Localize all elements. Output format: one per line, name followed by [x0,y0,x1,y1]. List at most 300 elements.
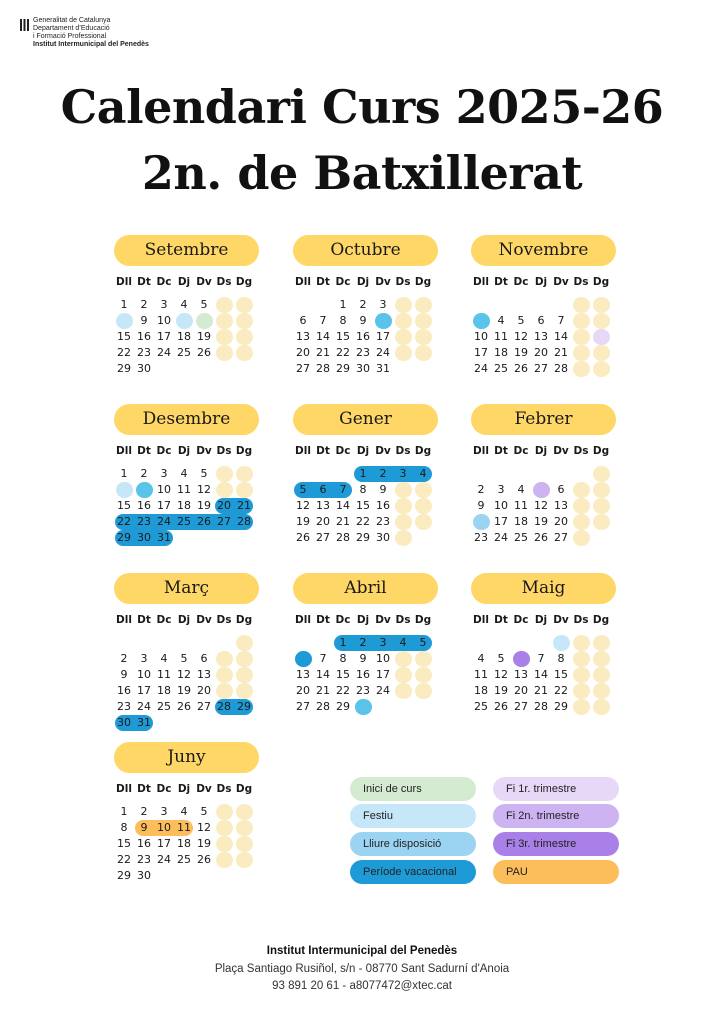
day-cell: 22 [554,684,568,697]
day-highlight [395,530,412,546]
day-highlight [593,345,610,361]
weekday-label: Ds [395,445,411,457]
week-row [114,297,254,313]
day-cell: 3 [379,298,387,311]
day-cell: 29 [237,700,251,713]
month-title: Novembre [471,235,616,266]
day-cell: 7 [339,483,347,496]
day-cell: 18 [494,346,508,359]
day-highlight [216,313,233,329]
day-highlight [216,345,233,361]
day-cell: 16 [137,837,151,850]
day-highlight [375,313,392,329]
day-cell: 23 [137,853,151,866]
weekday-label: Dll [473,445,489,457]
day-cell: 14 [316,330,330,343]
legend-inici: Inici de curs [350,777,476,801]
week-row [114,820,254,836]
week-row [293,530,433,546]
day-cell: 4 [180,298,188,311]
weekday-label: Ds [573,445,589,457]
day-cell [234,635,254,651]
day-highlight [236,635,253,651]
day-highlight [593,313,610,329]
day-cell: 27 [514,700,528,713]
day-cell: 9 [477,499,485,512]
day-cell: 4 [180,805,188,818]
empty-cell [491,297,511,313]
week-row [293,498,433,514]
empty-cell [234,361,254,377]
empty-cell [511,297,531,313]
day-cell: 11 [177,821,191,834]
day-cell: 5 [200,298,208,311]
day-highlight [513,651,530,667]
month-title: Abril [293,573,438,604]
empty-cell [491,466,511,482]
day-cell: 13 [296,668,310,681]
day-cell [114,313,134,329]
week-row [114,466,254,482]
day-cell: 9 [120,668,128,681]
day-cell: 26 [296,531,310,544]
day-cell [234,313,254,329]
day-cell: 20 [514,684,528,697]
empty-cell [174,868,194,884]
weekday-label: Dg [592,445,610,457]
week-row [471,345,611,361]
day-cell: 21 [316,684,330,697]
empty-cell [194,635,214,651]
day-highlight [415,482,432,498]
day-cell: 16 [356,668,370,681]
day-highlight [116,313,133,329]
day-cell [393,651,413,667]
page-subtitle: 2n. de Batxillerat [141,146,583,200]
day-cell: 29 [336,362,350,375]
weekday-header [471,274,611,290]
week-row [293,297,433,313]
day-cell: 29 [554,700,568,713]
day-cell [234,482,254,498]
week-row [114,651,254,667]
day-highlight [236,329,253,345]
day-highlight [415,313,432,329]
weekday-label: Dv [196,614,212,626]
empty-cell [154,361,174,377]
weekday-label: Dll [116,614,132,626]
weekday-label: Dll [116,276,132,288]
day-cell [591,514,611,530]
weekday-label: Dv [553,445,569,457]
day-cell: 26 [197,515,211,528]
empty-cell [413,530,433,546]
day-cell: 28 [217,700,231,713]
day-cell: 18 [177,330,191,343]
day-highlight [573,345,590,361]
day-cell: 11 [514,499,528,512]
day-cell [234,345,254,361]
day-cell [214,329,234,345]
day-cell [393,530,413,546]
day-cell: 27 [554,531,568,544]
month-grid [114,443,254,546]
day-cell: 11 [474,668,488,681]
month-title: Març [114,573,259,604]
day-highlight [216,466,233,482]
weekday-header [293,612,433,628]
footer-address: Plaça Santiago Rusiñol, s/n - 08770 Sant Sadurní d'Anoia [214,963,510,975]
day-cell [571,635,591,651]
month-grid [471,612,611,715]
weekday-label: Dj [534,614,548,626]
weekday-label: Dt [494,445,508,457]
day-cell [234,852,254,868]
legend-lliure: Lliure disposició [350,832,476,856]
day-cell: 6 [299,314,307,327]
day-cell [413,329,433,345]
weekday-label: Dll [116,445,132,457]
day-cell [214,466,234,482]
day-cell [413,667,433,683]
week-row [471,683,611,699]
day-highlight [395,482,412,498]
day-cell [214,313,234,329]
day-cell: 20 [316,515,330,528]
month-grid [293,443,433,546]
day-cell: 19 [197,499,211,512]
day-cell: 27 [296,362,310,375]
weekday-label: Dv [375,276,391,288]
day-highlight [573,683,590,699]
day-cell: 7 [319,314,327,327]
legend-festiu: Festiu [350,804,476,828]
day-cell: 30 [356,362,370,375]
day-cell: 26 [197,853,211,866]
day-highlight [395,498,412,514]
day-cell: 3 [379,636,387,649]
day-highlight [415,651,432,667]
day-cell [413,313,433,329]
day-cell [393,498,413,514]
weekday-label: Dj [177,276,191,288]
day-highlight [593,683,610,699]
month-grid [114,612,254,731]
empty-cell [491,635,511,651]
day-cell: 18 [177,499,191,512]
weekday-label: Ds [573,614,589,626]
day-cell: 19 [296,515,310,528]
day-cell [234,329,254,345]
day-cell: 24 [474,362,488,375]
empty-cell [333,466,353,482]
day-highlight [216,683,233,699]
empty-cell [413,361,433,377]
month-abril [293,573,438,715]
day-cell [591,466,611,482]
weekday-label: Dc [513,614,529,626]
weekday-label: Dll [116,783,132,795]
day-cell [234,466,254,482]
week-row [114,482,254,498]
week-row [293,466,433,482]
weekday-label: Ds [216,614,232,626]
week-row [114,804,254,820]
day-cell: 2 [379,467,387,480]
weekday-label: Dll [473,614,489,626]
day-cell: 19 [177,684,191,697]
legend-vacances: Període vacacional [350,860,476,884]
week-row [114,699,254,715]
month-title: Desembre [114,404,259,435]
empty-cell [194,715,214,731]
day-cell: 12 [514,330,528,343]
day-cell [591,699,611,715]
org-name [33,17,149,49]
month-title: Febrer [471,404,616,435]
empty-cell [154,868,174,884]
day-cell: 25 [157,700,171,713]
empty-cell [551,297,571,313]
week-row [114,361,254,377]
day-cell: 3 [399,467,407,480]
day-cell: 21 [316,346,330,359]
empty-cell [114,635,134,651]
day-cell [571,514,591,530]
weekday-label: Dv [196,783,212,795]
day-cell: 7 [319,652,327,665]
day-cell: 27 [316,531,330,544]
empty-cell [214,361,234,377]
empty-cell [373,699,393,715]
day-cell: 9 [140,314,148,327]
day-cell: 18 [514,515,528,528]
day-cell: 31 [376,362,390,375]
day-highlight [395,313,412,329]
day-cell: 16 [376,499,390,512]
day-highlight [593,297,610,313]
day-cell: 19 [197,837,211,850]
day-cell [591,329,611,345]
day-cell: 15 [336,668,350,681]
footer-school-name: Institut Intermunicipal del Penedès [266,945,458,957]
day-cell: 4 [160,652,168,665]
day-cell: 12 [494,668,508,681]
day-cell: 17 [157,499,171,512]
weekday-label: Dc [156,276,172,288]
day-cell: 10 [376,652,390,665]
day-cell [413,498,433,514]
day-highlight [573,699,590,715]
empty-cell [591,530,611,546]
day-cell: 21 [554,346,568,359]
day-cell [214,836,234,852]
weekday-label: Dv [375,445,391,457]
day-highlight [415,329,432,345]
empty-cell [194,361,214,377]
generalitat-logo [20,17,149,49]
day-highlight [415,345,432,361]
day-cell: 16 [137,330,151,343]
day-cell [393,482,413,498]
weekday-label: Ds [216,783,232,795]
day-cell [413,482,433,498]
day-cell: 27 [534,362,548,375]
org-line-2: Departament d’Educació [33,25,110,32]
day-cell: 17 [157,330,171,343]
weekday-label: Dt [494,276,508,288]
day-cell: 14 [336,499,350,512]
day-highlight [395,667,412,683]
day-cell: 9 [359,314,367,327]
week-row [471,482,611,498]
day-cell: 24 [494,531,508,544]
month-setembre [114,235,259,377]
day-cell [591,635,611,651]
day-cell: 15 [117,330,131,343]
week-row [293,651,433,667]
day-cell [234,667,254,683]
day-cell [571,361,591,377]
weekday-label: Dll [473,276,489,288]
day-highlight [593,514,610,530]
weekday-label: Dg [235,445,253,457]
weekday-label: Dc [156,614,172,626]
day-highlight [395,683,412,699]
day-cell: 5 [200,467,208,480]
day-cell [571,482,591,498]
weekday-label: Dt [316,445,330,457]
empty-cell [234,530,254,546]
day-cell [413,651,433,667]
day-highlight [216,297,233,313]
week-row [471,297,611,313]
org-line-3: i Formació Professional [33,33,107,40]
day-cell: 21 [534,684,548,697]
day-cell: 17 [137,684,151,697]
org-line-4: Institut Intermunicipal del Penedès [33,41,149,48]
day-cell: 22 [336,684,350,697]
day-cell: 17 [376,330,390,343]
month-grid [293,612,433,715]
day-cell: 26 [197,346,211,359]
day-highlight [236,651,253,667]
day-cell: 30 [137,869,151,882]
empty-cell [313,466,333,482]
day-cell: 28 [316,362,330,375]
empty-cell [551,466,571,482]
day-cell: 6 [200,652,208,665]
day-highlight [395,329,412,345]
day-cell: 12 [534,499,548,512]
day-cell: 28 [534,700,548,713]
day-cell: 10 [157,483,171,496]
day-cell [214,482,234,498]
day-cell: 7 [537,652,545,665]
weekday-label: Dj [356,445,370,457]
day-cell [471,514,491,530]
day-cell: 10 [157,314,171,327]
day-cell: 24 [376,346,390,359]
day-cell: 10 [157,821,171,834]
week-row [471,651,611,667]
day-highlight [176,313,193,329]
month-grid [114,781,254,884]
week-row [114,514,254,530]
day-cell [214,651,234,667]
day-cell: 20 [217,499,231,512]
day-cell: 4 [419,467,427,480]
day-cell [393,683,413,699]
month-grid [114,274,254,377]
day-cell: 1 [120,467,128,480]
weekday-label: Dc [513,445,529,457]
empty-cell [174,530,194,546]
weekday-label: Dv [553,276,569,288]
day-cell: 2 [477,483,485,496]
empty-cell [194,530,214,546]
day-cell: 17 [376,668,390,681]
day-highlight [473,313,490,329]
weekday-header [471,443,611,459]
day-cell: 13 [534,330,548,343]
day-cell: 30 [137,531,151,544]
day-cell: 19 [494,684,508,697]
day-cell [393,297,413,313]
empty-cell [413,699,433,715]
empty-cell [174,361,194,377]
month-title: Setembre [114,235,259,266]
day-highlight [216,852,233,868]
weekday-label: Dg [235,276,253,288]
weekday-label: Dt [137,614,151,626]
day-cell: 1 [359,467,367,480]
day-cell: 25 [494,362,508,375]
day-cell: 15 [356,499,370,512]
day-cell: 23 [117,700,131,713]
weekday-label: Dc [335,445,351,457]
day-highlight [236,482,253,498]
day-cell: 2 [140,298,148,311]
week-row [293,514,433,530]
day-cell: 12 [197,483,211,496]
day-cell [214,820,234,836]
week-row [114,635,254,651]
day-cell [571,345,591,361]
empty-cell [293,635,313,651]
day-cell: 14 [534,668,548,681]
day-cell: 29 [117,531,131,544]
weekday-label: Dg [414,614,432,626]
day-highlight [136,482,153,498]
weekday-label: Dll [295,276,311,288]
day-cell: 5 [200,805,208,818]
day-highlight [415,667,432,683]
day-cell [174,313,194,329]
day-cell: 30 [117,716,131,729]
empty-cell [234,868,254,884]
day-cell: 30 [137,362,151,375]
day-cell: 8 [339,652,347,665]
month-febrer [471,404,616,546]
day-highlight [216,804,233,820]
day-cell: 7 [557,314,565,327]
weekday-label: Dj [534,445,548,457]
day-cell [571,699,591,715]
weekday-label: Dv [196,445,212,457]
week-row [293,329,433,345]
day-cell: 3 [497,483,505,496]
